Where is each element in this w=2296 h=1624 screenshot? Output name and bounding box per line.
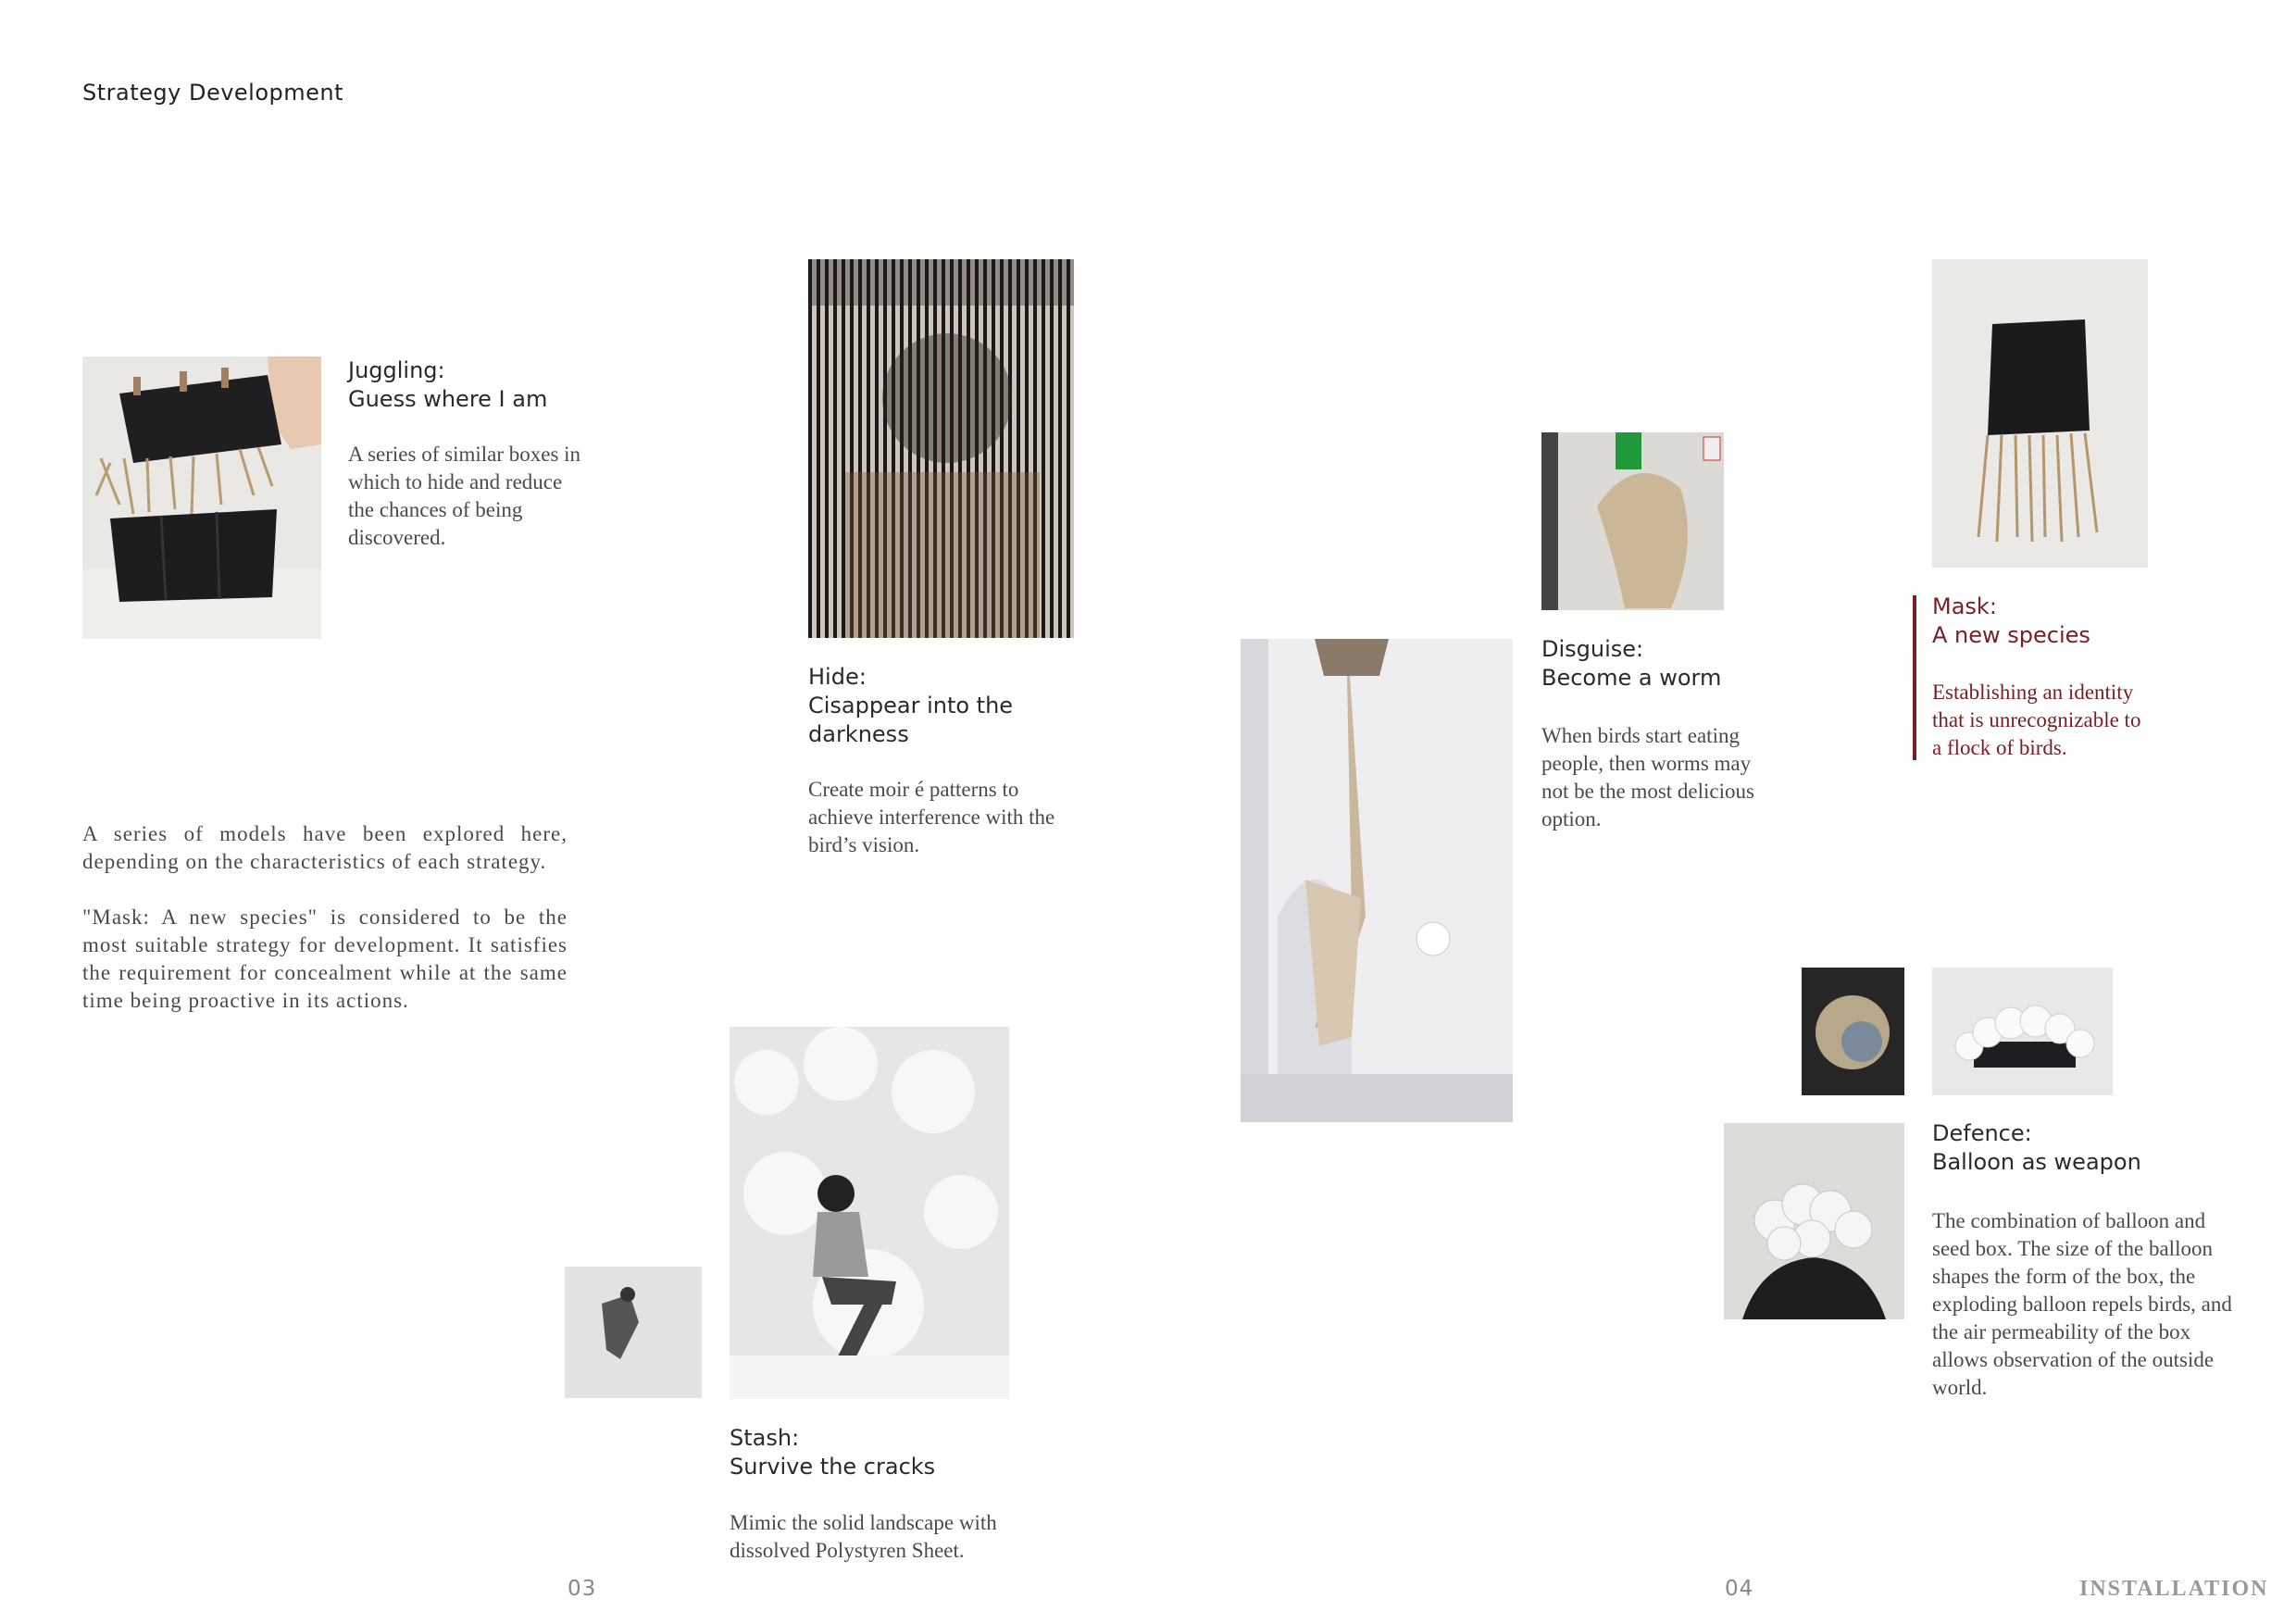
intro-paragraph-1: A series of models have been explored here, depending on the characteristics of each strategy.: [82, 822, 568, 873]
disguise-title: Disguise:: [1541, 636, 1644, 662]
hide-text: Create moir é patterns to achieve interference with the bird’s vision.: [808, 778, 1055, 856]
disguise-tall-photo: [1241, 639, 1513, 1122]
stash-title: Stash:: [730, 1425, 800, 1451]
juggling-subtitle: Guess where I am: [348, 386, 548, 412]
hide-subtitle: Cisappear into the darkness: [808, 693, 1014, 747]
disguise-heading: [1541, 635, 1773, 693]
defence-small-photo-2: [1932, 968, 2113, 1095]
stash-photo: [730, 1027, 1009, 1399]
disguise-small-photo: [1541, 432, 1724, 610]
stash-heading: [730, 1424, 1007, 1481]
mask-photo: [1932, 259, 2148, 568]
defence-subtitle: Balloon as weapon: [1932, 1149, 2141, 1175]
defence-photo: [1724, 1123, 1904, 1319]
stash-subtitle: Survive the cracks: [730, 1454, 936, 1480]
page-number-left: 03: [568, 1577, 597, 1601]
mask-title: Mask:: [1932, 593, 1997, 619]
juggling-title: Juggling:: [348, 357, 445, 383]
intro-text: [82, 820, 568, 1043]
page-title: Strategy Development: [82, 80, 344, 106]
hide-title: Hide:: [808, 664, 867, 690]
section-label: INSTALLATION: [2079, 1577, 2269, 1601]
disguise-text: When birds start eating people, then worms may not be the most delicious option.: [1541, 724, 1754, 831]
hide-heading: [808, 663, 1067, 749]
mask-accent-bar: [1913, 595, 1916, 760]
page-number-right: 04: [1725, 1577, 1754, 1601]
juggling-heading: [348, 356, 589, 414]
defence-small-photo-1: [1802, 968, 1904, 1095]
mask-subtitle: A new species: [1932, 622, 2090, 648]
disguise-subtitle: Become a worm: [1541, 665, 1722, 691]
juggling-photo: [82, 356, 321, 639]
stash-small-photo: [565, 1267, 702, 1398]
juggling-text: A series of similar boxes in which to hide and reduce the chances of being discovered.: [348, 443, 581, 549]
defence-text: The combination of balloon and seed box. The size of the balloon shapes the form of the box, the exploding balloon repels birds, and the air permeability of the box allows observation of the outside world.: [1932, 1209, 2232, 1399]
defence-heading: [1932, 1119, 2210, 1177]
mask-heading: [1932, 593, 2164, 650]
stash-text: Mimic the solid landscape with dissolved Polystyren Sheet.: [730, 1511, 997, 1562]
mask-text: Establishing an identity that is unrecognizable to a flock of birds.: [1932, 681, 2141, 759]
hide-photo: [808, 259, 1074, 638]
intro-paragraph-2: "Mask: A new species" is considered to be the most suitable strategy for development. It satisfies the requirement for concealment while at the same time being proactive in its actions.: [82, 906, 568, 1012]
defence-title: Defence:: [1932, 1120, 2032, 1146]
